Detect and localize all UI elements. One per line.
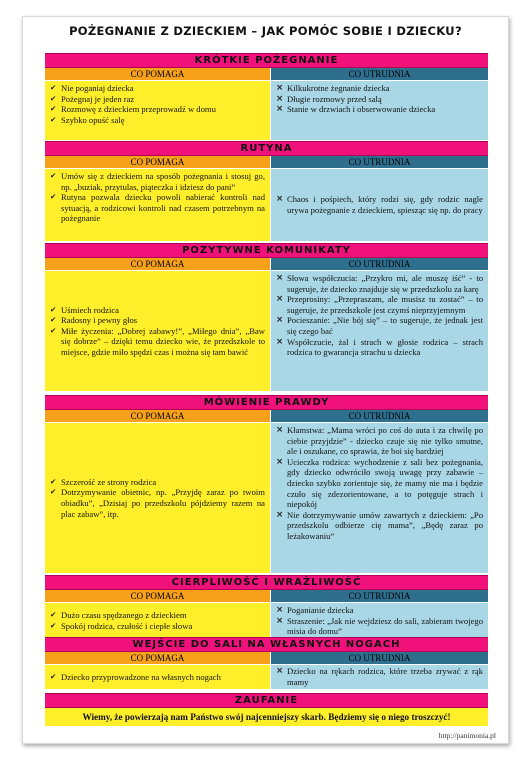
info-sheet xyxy=(22,16,509,744)
column-header-helps: CO POMAGA xyxy=(45,652,270,664)
helps-item: ✔ Dużo czasu spędzanego z dzieckiem xyxy=(50,610,265,621)
column-header-hinders: CO UTRUDNIA xyxy=(271,410,488,422)
helps-item: ✔ Rozmowę z dzieckiem przeprowadź w domu xyxy=(50,104,265,115)
hinders-cell xyxy=(271,603,488,639)
helps-item: ✔ Pożegnaj je jeden raz xyxy=(50,94,265,105)
hinders-cell xyxy=(271,665,488,689)
helps-item: ✔ Nie poganiaj dziecka xyxy=(50,83,265,94)
section-heading: RUTYNA xyxy=(45,141,488,156)
hinders-item: × Kilkukrotne żegnanie dziecka xyxy=(276,83,483,94)
section-heading: POZYTYWNE KOMUNIKATY xyxy=(45,243,488,258)
helps-item: ✔ Umów się z dzieckiem na sposób pożegnania i stosuj go, np. „buziak, przytulas, piąteczka i idziesz do pani” xyxy=(50,171,265,192)
helps-item: ✔ Rutyna pozwala dziecku powoli nabierać kontroli nad sytuacją, a rodzicowi kontroli nad czasem potrzebnym na pożegnanie xyxy=(50,192,265,224)
helps-item: ✔ Uśmiech rodzica xyxy=(50,305,265,316)
hinders-cell xyxy=(271,81,488,140)
hinders-cell xyxy=(271,423,488,573)
hinders-item: × Nie dotrzymywanie umów zawartych z dzieckiem: „Po przedszkolu odbierze cię mama”, „Będę zaraz po leżakowaniu” xyxy=(276,510,483,542)
column-header-hinders: CO UTRUDNIA xyxy=(271,156,488,168)
page-title: POŻEGNANIE Z DZIECKIEM – JAK POMÓC SOBIE I DZIECKU? xyxy=(69,24,462,38)
helps-item: ✔ Szybko opuść salę xyxy=(50,115,265,126)
section-heading: KRÓTKIE POŻEGNANIE xyxy=(45,53,488,68)
final-message: Wiemy, że powierzają nam Państwo swój najcenniejszy skarb. Będziemy się o niego troszczyć! xyxy=(45,708,488,726)
helps-cell xyxy=(45,665,270,689)
column-header-hinders: CO UTRUDNIA xyxy=(271,258,488,270)
hinders-item: × Chaos i pośpiech, który rodzi się, gdy rodzic nagle urywa pożegnanie z dzieckiem, spiesząc się np. do pracy xyxy=(276,194,483,215)
column-header-helps: CO POMAGA xyxy=(45,68,270,80)
hinders-item: × Poganianie dziecka xyxy=(276,605,483,616)
hinders-item: × Kłamstwa: „Mama wróci po coś do auta i za chwilę po ciebie przyjdzie” - dziecko czuje się nie tylko smutne, ale i oszukane, co sprawia, że boi się bardziej xyxy=(276,425,483,457)
column-header-hinders: CO UTRUDNIA xyxy=(271,590,488,602)
helps-cell xyxy=(45,81,270,140)
hinders-cell xyxy=(271,271,488,391)
helps-item: ✔ Szczerość ze strony rodzica xyxy=(50,477,265,488)
hinders-item: × Straszenie: „Jak nie wejdziesz do sali, zabieram twojego misia do domu” xyxy=(276,616,483,637)
helps-cell xyxy=(45,169,270,241)
column-header-helps: CO POMAGA xyxy=(45,258,270,270)
column-header-hinders: CO UTRUDNIA xyxy=(271,652,488,664)
helps-item: ✔ Radosny i pewny głos xyxy=(50,315,265,326)
column-header-helps: CO POMAGA xyxy=(45,590,270,602)
helps-item: ✔ Spokój rodzica, czułość i ciepłe słowa xyxy=(50,621,265,632)
helps-cell xyxy=(45,423,270,573)
section-heading: MÓWIENIE PRAWDY xyxy=(45,395,488,410)
section-heading-final: ZAUFANIE xyxy=(45,693,488,708)
source-url[interactable]: http://panimonia.pl xyxy=(438,731,496,740)
hinders-item: × Długie rozmowy przed salą xyxy=(276,94,483,105)
hinders-item: × Współczucie, żal i strach w głosie rodzica – strach rodzica to gwarancja strachu u dziecka xyxy=(276,337,483,358)
helps-cell xyxy=(45,603,270,639)
column-header-helps: CO POMAGA xyxy=(45,410,270,422)
section-heading: WEJŚCIE DO SALI NA WŁASNYCH NOGACH xyxy=(45,637,488,652)
hinders-item: × Stanie w drzwiach i obserwowanie dziecka xyxy=(276,104,483,115)
hinders-item: × Ucieczka rodzica: wychodzenie z sali bez pożegnania, gdy dziecko odwróciło swoją uwagę przy zabawie – dziecko szybko zorientuje się, że mamy nie ma i będzie czuło się zdezorientowane, a to potęguje strach i niepokój xyxy=(276,457,483,510)
hinders-item: × Przeprosiny: „Przepraszam, ale musisz tu zostać” – to sugeruje, że przedszkole jest czymś nieprzyjemnym xyxy=(276,294,483,315)
column-header-hinders: CO UTRUDNIA xyxy=(271,68,488,80)
hinders-cell xyxy=(271,169,488,241)
helps-item: ✔ Miłe życzenia: „Dobrej zabawy!”, „Miłego dnia”, „Baw się dobrze” – dzięki temu dziecko wie, że przedszkole to miejsce, gdzie miło spędzi czas i można się tam bawić xyxy=(50,326,265,358)
helps-item: ✔ Dziecko przyprowadzone na własnych nogach xyxy=(50,672,265,683)
hinders-item: × Słowa współczucia: „Przykro mi, ale muszę iść” - to sugeruje, że dziecko znajduje się w przedszkolu za karę xyxy=(276,273,483,294)
column-header-helps: CO POMAGA xyxy=(45,156,270,168)
helps-cell xyxy=(45,271,270,391)
helps-item: ✔ Dotrzymywanie obietnic, np. „Przyjdę zaraz po twoim obiadku”, „Dzisiaj po przedszkolu pójdziemy razem na plac zabaw”, itp. xyxy=(50,487,265,519)
hinders-item: × Pocieszanie: „Nie bój się” – to sugeruje, że jednak jest się czego bać xyxy=(276,315,483,336)
section-heading: CIERPLIWOŚĆ I WRAŻLIWOŚĆ xyxy=(45,575,488,590)
hinders-item: × Dziecko na rękach rodzica, które trzeba zrywać z rąk mamy xyxy=(276,666,483,687)
